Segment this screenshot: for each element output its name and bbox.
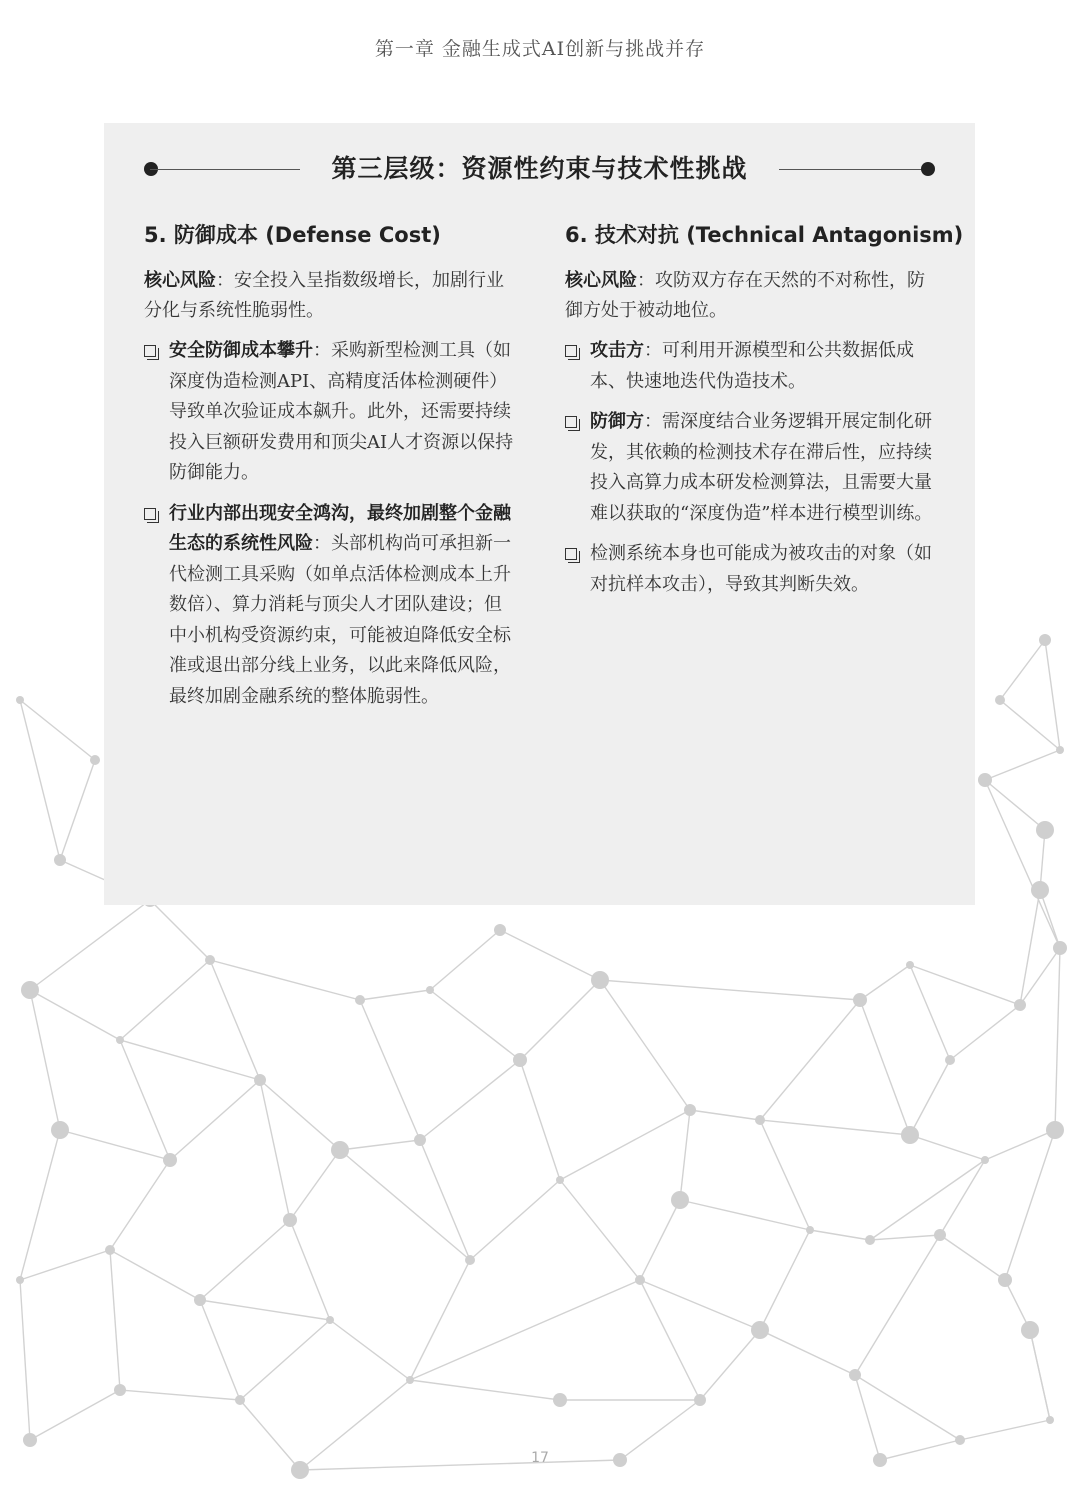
- network-edge: [520, 980, 600, 1060]
- network-edge: [500, 930, 600, 980]
- checkbox-icon: [144, 508, 156, 520]
- network-node: [331, 1141, 349, 1159]
- network-node: [16, 1276, 24, 1284]
- network-edge: [120, 1390, 240, 1400]
- network-edge: [110, 1250, 120, 1390]
- network-node: [1039, 634, 1051, 646]
- network-edge: [910, 1060, 950, 1135]
- network-edge: [1020, 890, 1040, 1005]
- network-node: [978, 773, 992, 787]
- network-edge: [1045, 640, 1060, 750]
- network-edge: [470, 1180, 560, 1260]
- network-edge: [30, 900, 150, 990]
- network-node: [51, 1121, 69, 1139]
- list-item-label: 安全防御成本攀升: [169, 340, 313, 361]
- network-edge: [410, 1280, 640, 1380]
- network-edge: [870, 1160, 985, 1240]
- network-edge: [120, 1040, 260, 1080]
- network-edge: [290, 1220, 330, 1320]
- network-node: [694, 1394, 706, 1406]
- network-node: [635, 1275, 645, 1285]
- network-edge: [560, 1110, 690, 1180]
- checkbox-icon: [565, 548, 577, 560]
- network-node: [194, 1294, 206, 1306]
- network-edge: [910, 1135, 985, 1160]
- section-title: 第三层级：资源性约束与技术性挑战: [331, 154, 748, 183]
- network-node: [235, 1395, 245, 1405]
- network-edge: [700, 1330, 760, 1400]
- network-edge: [760, 1330, 855, 1375]
- core-risk-text: ：攻防双方存在天然的不对称性，防御方处于被动地位。: [565, 270, 925, 321]
- defense-cost-column: [144, 220, 516, 722]
- technical-antagonism-column: [565, 220, 964, 610]
- network-node: [1046, 1121, 1064, 1139]
- network-edge: [60, 1130, 170, 1160]
- network-edge: [60, 760, 95, 860]
- network-edge: [1040, 890, 1060, 948]
- network-edge: [940, 1235, 1005, 1280]
- network-node: [556, 1176, 564, 1184]
- network-edge: [760, 1120, 910, 1135]
- network-node: [865, 1235, 875, 1245]
- network-node: [54, 854, 66, 866]
- page-number: 17: [531, 1450, 549, 1466]
- network-edge: [120, 960, 210, 1040]
- network-edge: [860, 1000, 910, 1135]
- list-item-text: ：头部机构尚可承担新一代检测工具采购（如单点活体检测成本上升数倍）、算力消耗与顶尖人才团队建设；但中小机构受资源约束，可能被迫降低安全标准或退出部分线上业务，以此来降低风险，最终加剧金融系统的整体脆弱性。: [169, 533, 511, 707]
- network-node: [998, 1273, 1012, 1287]
- list-item-text: ：采购新型检测工具（如深度伪造检测API、高精度活体检测硬件）导致单次验证成本飙升。此外，还需要持续投入巨额研发费用和顶尖AI人才资源以保持防御能力。: [169, 340, 514, 483]
- list-item-text: 检测系统本身也可能成为被攻击的对象（如对抗样本攻击），导致其判断失效。: [590, 543, 932, 595]
- network-edge: [120, 1040, 170, 1160]
- network-node: [1053, 941, 1067, 955]
- network-node: [494, 924, 506, 936]
- network-edge: [30, 990, 120, 1040]
- defense-cost-heading: 5. 防御成本 (Defense Cost): [144, 223, 441, 247]
- network-node: [995, 695, 1005, 705]
- core-risk-label: 核心风险: [144, 270, 216, 291]
- network-edge: [950, 1005, 1020, 1060]
- network-node: [755, 1115, 765, 1125]
- network-node: [945, 1055, 955, 1065]
- dot-icon: [921, 162, 935, 176]
- network-edge: [1000, 700, 1060, 750]
- list-item-text: ：需深度结合业务逻辑开展定制化研发，其依赖的检测技术存在滞后性，应持续投入高算力成本研发检测算法，且需要大量难以获取的“深度伪造”样本进行模型训练。: [590, 411, 933, 524]
- list-item-text: ：可利用开源模型和公共数据低成本、快速地迭代伪造技术。: [590, 340, 914, 392]
- network-edge: [210, 960, 360, 1000]
- content-panel: [104, 123, 975, 905]
- network-edge: [30, 990, 60, 1130]
- network-edge: [410, 1260, 470, 1380]
- network-node: [934, 1229, 946, 1241]
- network-edge: [20, 700, 95, 760]
- network-edge: [200, 1300, 240, 1400]
- list-item: [565, 407, 937, 529]
- network-edge: [560, 1180, 640, 1280]
- network-node: [591, 971, 609, 989]
- network-edge: [760, 1000, 860, 1120]
- network-edge: [940, 1160, 985, 1235]
- network-edge: [430, 990, 520, 1060]
- checkbox-icon: [565, 416, 577, 428]
- core-risk-paragraph: [565, 266, 937, 326]
- network-edge: [20, 1130, 60, 1280]
- core-risk-text: ：安全投入呈指数级增长，加剧行业分化与系统性脆弱性。: [144, 270, 504, 321]
- network-edge: [430, 930, 500, 990]
- network-node: [901, 1126, 919, 1144]
- network-node: [1056, 746, 1064, 754]
- network-edge: [910, 965, 1020, 1005]
- network-edge: [760, 1120, 810, 1230]
- network-edge: [985, 780, 1045, 830]
- list-item: [565, 539, 937, 600]
- network-edge: [260, 1080, 340, 1150]
- network-edge: [360, 990, 430, 1000]
- network-edge: [360, 1000, 420, 1140]
- list-item-label: 防御方: [590, 411, 644, 432]
- network-edge: [340, 1150, 470, 1260]
- network-node: [1031, 881, 1049, 899]
- network-edge: [340, 1140, 420, 1150]
- network-node: [426, 986, 434, 994]
- network-edge: [600, 980, 860, 1000]
- checkbox-icon: [144, 345, 156, 357]
- network-edge: [330, 1320, 410, 1380]
- network-edge: [760, 1230, 810, 1330]
- network-node: [205, 955, 215, 965]
- network-edge: [680, 1110, 690, 1200]
- network-node: [105, 1245, 115, 1255]
- network-edge: [420, 1060, 520, 1140]
- network-node: [1014, 999, 1026, 1011]
- network-node: [163, 1153, 177, 1167]
- network-node: [806, 1226, 814, 1234]
- divider-line-left: [150, 169, 300, 170]
- network-node: [684, 1104, 696, 1116]
- network-edge: [1055, 948, 1060, 1130]
- list-item: [144, 499, 516, 713]
- network-edge: [810, 1230, 870, 1240]
- network-edge: [200, 1300, 330, 1320]
- divider-line-right: [779, 169, 929, 170]
- network-edge: [20, 700, 60, 860]
- network-edge: [110, 1160, 170, 1250]
- network-edge: [420, 1140, 470, 1260]
- list-item-label: 行业内部出现安全鸿沟，最终加剧整个金融生态的系统性风险: [169, 502, 511, 554]
- network-edge: [20, 1280, 30, 1440]
- network-node: [853, 993, 867, 1007]
- network-node: [326, 1316, 334, 1324]
- network-edge: [290, 1150, 340, 1220]
- network-edge: [600, 980, 690, 1110]
- technical-antagonism-heading: 6. 技术对抗 (Technical Antagonism): [565, 223, 964, 247]
- network-edge: [640, 1200, 680, 1280]
- network-node: [955, 1435, 965, 1445]
- network-edge: [640, 1280, 700, 1400]
- core-risk-paragraph: [144, 266, 516, 326]
- network-edge: [985, 1130, 1055, 1160]
- network-node: [114, 1384, 126, 1396]
- network-edge: [855, 1235, 940, 1375]
- network-node: [16, 696, 24, 704]
- core-risk-label: 核心风险: [565, 270, 637, 291]
- network-edge: [1000, 640, 1045, 700]
- network-node: [21, 981, 39, 999]
- network-edge: [260, 1080, 290, 1220]
- network-edge: [240, 1320, 330, 1400]
- network-edge: [1020, 948, 1060, 1005]
- network-node: [1021, 1321, 1039, 1339]
- network-edge: [680, 1200, 810, 1230]
- network-node: [906, 961, 914, 969]
- list-item: [565, 336, 937, 397]
- network-edge: [30, 1390, 120, 1440]
- network-node: [283, 1213, 297, 1227]
- running-header: 第一章 金融生成式AI创新与挑战并存: [374, 38, 706, 60]
- checkbox-icon: [565, 345, 577, 357]
- network-node: [1036, 821, 1054, 839]
- network-node: [355, 995, 365, 1005]
- network-node: [414, 1134, 426, 1146]
- network-edge: [200, 1220, 290, 1300]
- network-edge: [1040, 830, 1045, 890]
- network-node: [513, 1053, 527, 1067]
- network-edge: [985, 750, 1060, 780]
- network-node: [751, 1321, 769, 1339]
- network-node: [1046, 1416, 1054, 1424]
- network-edge: [870, 1235, 940, 1240]
- network-edge: [960, 1420, 1050, 1440]
- network-edge: [860, 965, 910, 1000]
- network-edge: [910, 965, 950, 1060]
- network-node: [116, 1036, 124, 1044]
- section-title-rule: [144, 151, 935, 187]
- network-node: [465, 1255, 475, 1265]
- network-node: [406, 1376, 414, 1384]
- network-edge: [20, 1250, 110, 1280]
- network-node: [23, 1433, 37, 1447]
- network-edge: [410, 1380, 560, 1400]
- list-item-label: 攻击方: [590, 340, 644, 361]
- network-edge: [520, 1060, 560, 1180]
- network-node: [553, 1393, 567, 1407]
- network-edge: [110, 1250, 200, 1300]
- network-edge: [640, 1280, 760, 1330]
- network-edge: [985, 780, 1060, 948]
- network-node: [254, 1074, 266, 1086]
- network-edge: [690, 1110, 760, 1120]
- network-edge: [210, 960, 260, 1080]
- network-edge: [150, 900, 210, 960]
- network-node: [671, 1191, 689, 1209]
- network-edge: [170, 1080, 260, 1160]
- list-item: [144, 336, 516, 489]
- network-node: [849, 1369, 861, 1381]
- network-edge: [1005, 1130, 1055, 1280]
- network-node: [90, 755, 100, 765]
- network-node: [981, 1156, 989, 1164]
- network-edge: [1030, 1330, 1050, 1420]
